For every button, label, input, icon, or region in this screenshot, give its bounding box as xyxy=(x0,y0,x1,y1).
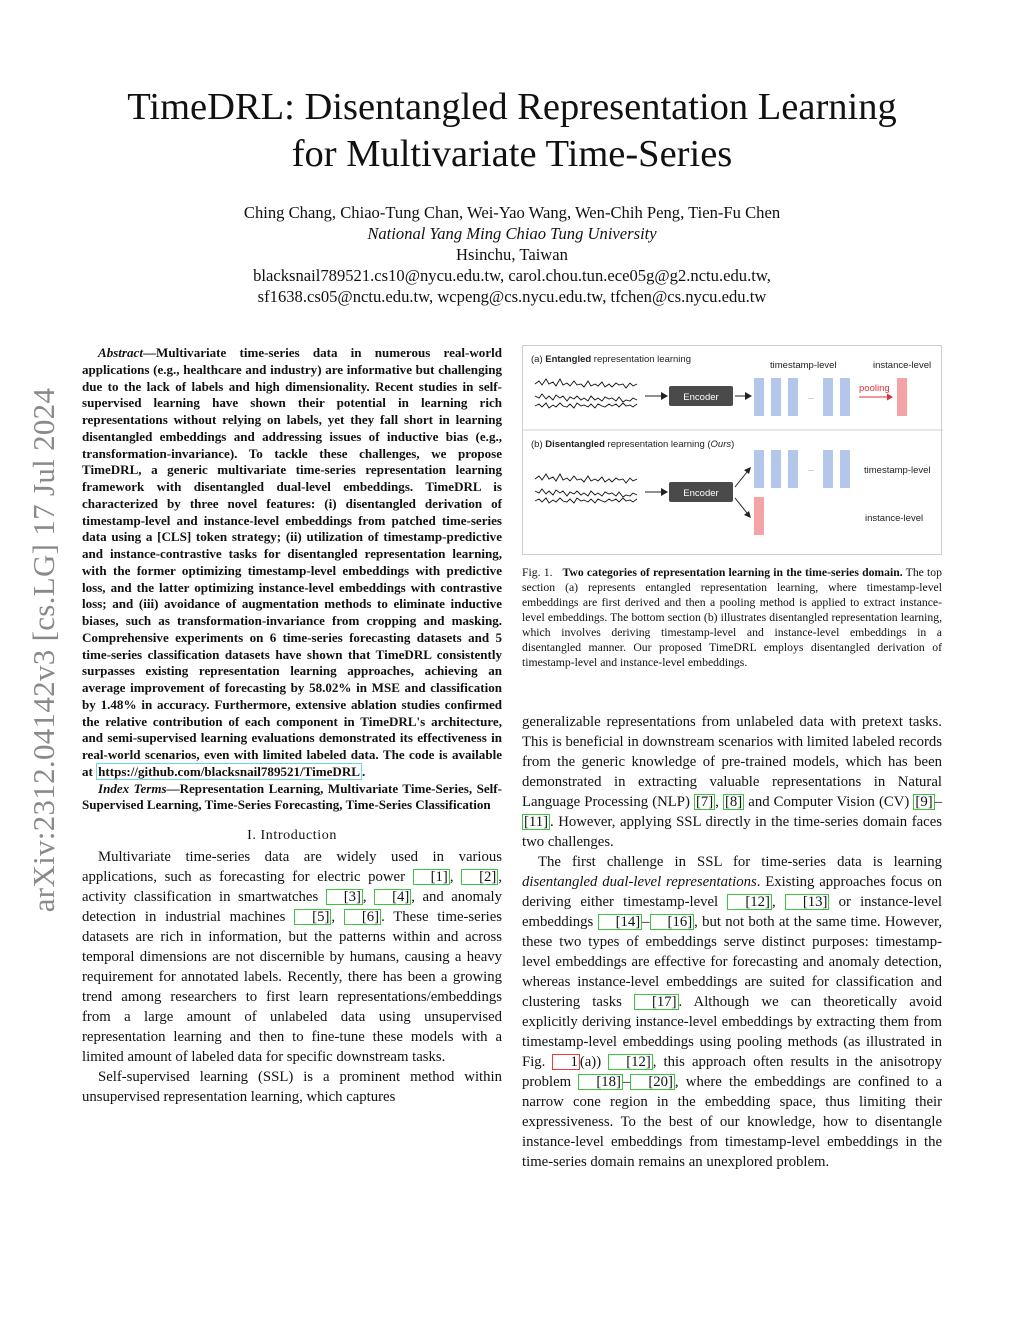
panel-b-arrow-down-head xyxy=(744,511,751,518)
panel-a-arrow-in-head xyxy=(661,392,668,400)
citation-12[interactable]: [12] xyxy=(727,894,772,910)
panel-b-instance-label: instance-level xyxy=(865,513,924,524)
panel-b-token-1 xyxy=(754,450,764,488)
citation-17[interactable]: [17] xyxy=(634,994,679,1010)
panel-a-token-2 xyxy=(771,378,781,416)
abstract xyxy=(82,345,502,781)
panel-b-arrow-in-head xyxy=(661,488,668,496)
panel-b-series-2 xyxy=(535,489,637,497)
panel-b-timestamp-label: timestamp-level xyxy=(864,465,931,476)
location: Hsinchu, Taiwan xyxy=(456,245,568,264)
right-paragraph-2: The first challenge in SSL for time-series data is learning disentangled dual-level representations. Existing approaches focus on deriving either timestamp-level [12] , [13] or instance-level embeddings [14] – [16] , but not both at the same time. However, these two types of embeddings serve distinct purposes: timestamp-level embeddings are effective for forecasting and anomaly detection, whereas instance-level embeddings are suited for classification and clustering tasks [17] . Although we can theoretically avoid explicitly deriving instance-level embeddings by extracting them from timestamp-level embeddings using pooling methods (as illustrated in Fig. 1 (a)) [12] , this approach often results in the anisotropy problem [18] – [20] , where the embeddings are confined to a narrow cone region in the embedding space, thus limiting their expressiveness. To the best of our knowledge, how to disentangle instance-level embeddings from timestamp-level embeddings in the time-series domain remains an unexplored problem. xyxy=(522,854,943,1170)
panel-a-token-3 xyxy=(788,378,798,416)
citation-5[interactable]: [5] xyxy=(294,909,331,925)
panel-b-encoder-label: Encoder xyxy=(683,488,719,499)
caption-bold: Two categories of representation learning in the time-series domain. xyxy=(562,566,903,579)
index-terms-lead: Index Terms xyxy=(98,780,167,796)
citation-18[interactable]: [18] xyxy=(578,1074,623,1090)
abstract-end: . xyxy=(361,763,366,779)
figure-1 xyxy=(522,345,942,555)
citation-11[interactable]: [11] xyxy=(524,814,549,830)
panel-a-dots: ... xyxy=(808,394,814,401)
panel-a-instance-token xyxy=(897,378,907,416)
right-paragraph-1: generalizable representations from unlabeled data with pretext tasks. This is beneficial in downstream scenarios with limited labeled records from the generic knowledge of pre-trained models, which has been demonstrated in extracting valuable representations in Natural Language Processing (NLP) [7] , [8] and Computer Vision (CV) [9] –[11] . However, applying SSL directly in the time-series domain faces two challenges. xyxy=(522,714,942,850)
citation-7[interactable]: [7] xyxy=(696,794,714,810)
title-line-2: for Multivariate Time-Series xyxy=(291,133,733,175)
panel-a-arrow-out-head xyxy=(745,392,752,400)
figure-1-ref[interactable]: 1 xyxy=(552,1054,579,1070)
caption-text: The top section (a) represents entangled representation learning, where timestamp-level embeddings are first derived and then a pooling method is applied to extract instance-level embeddings. The bottom section (b) illustrates disentangled representation learning, which involves deriving timestamp-level and instance-level embeddings in a disentangled manner. Our proposed TimeDRL employs disentangled derivation of timestamp-level and instance-level embeddings. xyxy=(522,566,942,669)
paper-title xyxy=(0,84,1024,178)
citation-16[interactable]: [16] xyxy=(650,914,695,930)
panel-b-arrow-up xyxy=(735,472,747,487)
intro-paragraph-1: Multivariate time-series data are widely used in various applications, such as forecasting for electric power [1] , [2] , activity classification in smartwatches [3] , [4] , and anomaly detection in industrial machines [5] , [6] . These time-series datasets are rich in information, but the patterns within and across temporal dimensions are not discernible by humans, causing a heavy requirement for annotated labels. Recently, there has been a growing trend among researchers to first learn representations/embeddings from a large amount of unlabeled data using unsupervised representation learning and then to fine-tune these models with a limited amount of labeled data for specific downstream tasks. xyxy=(82,849,503,1065)
pooling-arrow-head xyxy=(887,394,893,401)
citation-2[interactable]: [2] xyxy=(461,869,498,885)
panel-a-title: (a) Entangled representation learning xyxy=(531,354,691,365)
intro-paragraph-2: Self-supervised learning (SSL) is a prominent method within unsupervised representation learning, which captures xyxy=(82,1069,502,1105)
panel-b-arrow-down xyxy=(735,498,747,513)
title-line-1: TimeDRL: Disentangled Representation Learning xyxy=(127,86,897,128)
code-link[interactable]: https://github.com/blacksnail789521/TimeDRL xyxy=(98,763,360,779)
panel-a-series-3 xyxy=(535,403,637,408)
caption-label: Fig. 1. xyxy=(522,566,553,579)
author-names: Ching Chang, Chiao-Tung Chan, Wei-Yao Wang, Wen-Chih Peng, Tien-Fu Chen xyxy=(243,203,781,222)
panel-a-token-5 xyxy=(840,378,850,416)
panel-b-arrow-up-head xyxy=(744,467,751,474)
index-terms-text: —Representation Learning, Multivariate Time-Series, Self-Supervised Learning, Time-Series Forecasting, Time-Series Classification xyxy=(82,780,502,813)
citation-20[interactable]: [20] xyxy=(630,1074,675,1090)
left-column xyxy=(82,345,502,1107)
panel-b-token-4 xyxy=(823,450,833,488)
emails-line-1: blacksnail789521.cs10@nycu.edu.tw, carol.chou.tun.ece05g@g2.nctu.edu.tw, xyxy=(253,266,771,285)
citation-13[interactable]: [13] xyxy=(785,894,830,910)
panel-b-token-3 xyxy=(788,450,798,488)
panel-a-token-4 xyxy=(823,378,833,416)
panel-b-token-5 xyxy=(840,450,850,488)
panel-a-timestamp-label: timestamp-level xyxy=(770,360,837,371)
figure-1-diagram xyxy=(523,346,943,556)
section-heading-introduction: I. Introduction xyxy=(247,828,337,843)
panel-a-series-2 xyxy=(535,394,637,402)
panel-b-dots: ... xyxy=(808,466,814,473)
citation-3[interactable]: [3] xyxy=(326,889,363,905)
right-column xyxy=(522,345,942,1172)
citation-1[interactable]: [1] xyxy=(413,869,450,885)
author-block xyxy=(0,202,1024,307)
panel-b-series-3 xyxy=(535,498,637,503)
citation-4[interactable]: [4] xyxy=(374,889,411,905)
panel-a-token-1 xyxy=(754,378,764,416)
index-terms xyxy=(82,781,502,815)
panel-b-series-1 xyxy=(535,474,637,483)
panel-b-instance-token xyxy=(754,497,764,535)
panel-a-instance-label: instance-level xyxy=(873,360,932,371)
abstract-text: —Multivariate time-series data in numerous real-world applications (e.g., healthcare and industry) are informative but challenging due to the lack of labels and high dimensionality. Recent studies in self-supervised learning have shown their potential in learning rich representations without relying on labels, yet they fall short in learning disentangled embeddings and addressing issues of inductive bias (e.g., transformation-invariance). To tackle these challenges, we propose TimeDRL, a generic multivariate time-series representation learning framework with disentangled dual-level embeddings. TimeDRL is characterized by three novel features: (i) disentangled derivation of timestamp-level and instance-level embeddings from patched time-series data using a [CLS] token strategy; (ii) utilization of timestamp-predictive and instance-contrastive tasks for disentangled representation learning, with the former optimizing timestamp-level embeddings with predictive loss, and the latter optimizing instance-level embeddings with contrastive loss; and (iii) avoidance of augmentation methods to eliminate inductive biases, such as transformation-invariance from cropping and masking. Comprehensive experiments on 6 time-series forecasting datasets and 5 time-series classification datasets have shown that TimeDRL consistently surpasses existing representation learning approaches, achieving an average improvement of forecasting by 58.02% in MSE and classification by 1.48% in accuracy. Furthermore, extensive ablation studies confirmed the relative contribution of each component in TimeDRL's architecture, and semi-supervised learning evaluations demonstrated its effectiveness in real-world scenarios, even with limited labeled data. The code is available at xyxy=(82,345,502,779)
pooling-label: pooling xyxy=(859,383,890,394)
panel-b-title: (b) Disentangled representation learning (Ours) xyxy=(531,439,735,450)
right-body xyxy=(522,712,942,1172)
abstract-lead: Abstract xyxy=(98,345,143,360)
citation-14[interactable]: [14] xyxy=(598,914,643,930)
panel-a-series-1 xyxy=(535,379,637,388)
intro-body xyxy=(82,847,502,1107)
figure-caption xyxy=(522,565,942,670)
citation-9[interactable]: [9] xyxy=(915,794,933,810)
citation-8[interactable]: [8] xyxy=(725,794,743,810)
panel-b-token-2 xyxy=(771,450,781,488)
emails-line-2: sf1638.cs05@nctu.edu.tw, wcpeng@cs.nycu.edu.tw, tfchen@cs.nycu.edu.tw xyxy=(257,287,767,306)
citation-6[interactable]: [6] xyxy=(344,909,381,925)
affiliation: National Yang Ming Chiao Tung University xyxy=(367,224,657,243)
citation-12-b[interactable]: [12] xyxy=(608,1054,653,1070)
arxiv-stamp: arXiv:2312.04142v3 [cs.LG] 17 Jul 2024 xyxy=(26,387,61,913)
panel-a-encoder-label: Encoder xyxy=(683,392,719,403)
